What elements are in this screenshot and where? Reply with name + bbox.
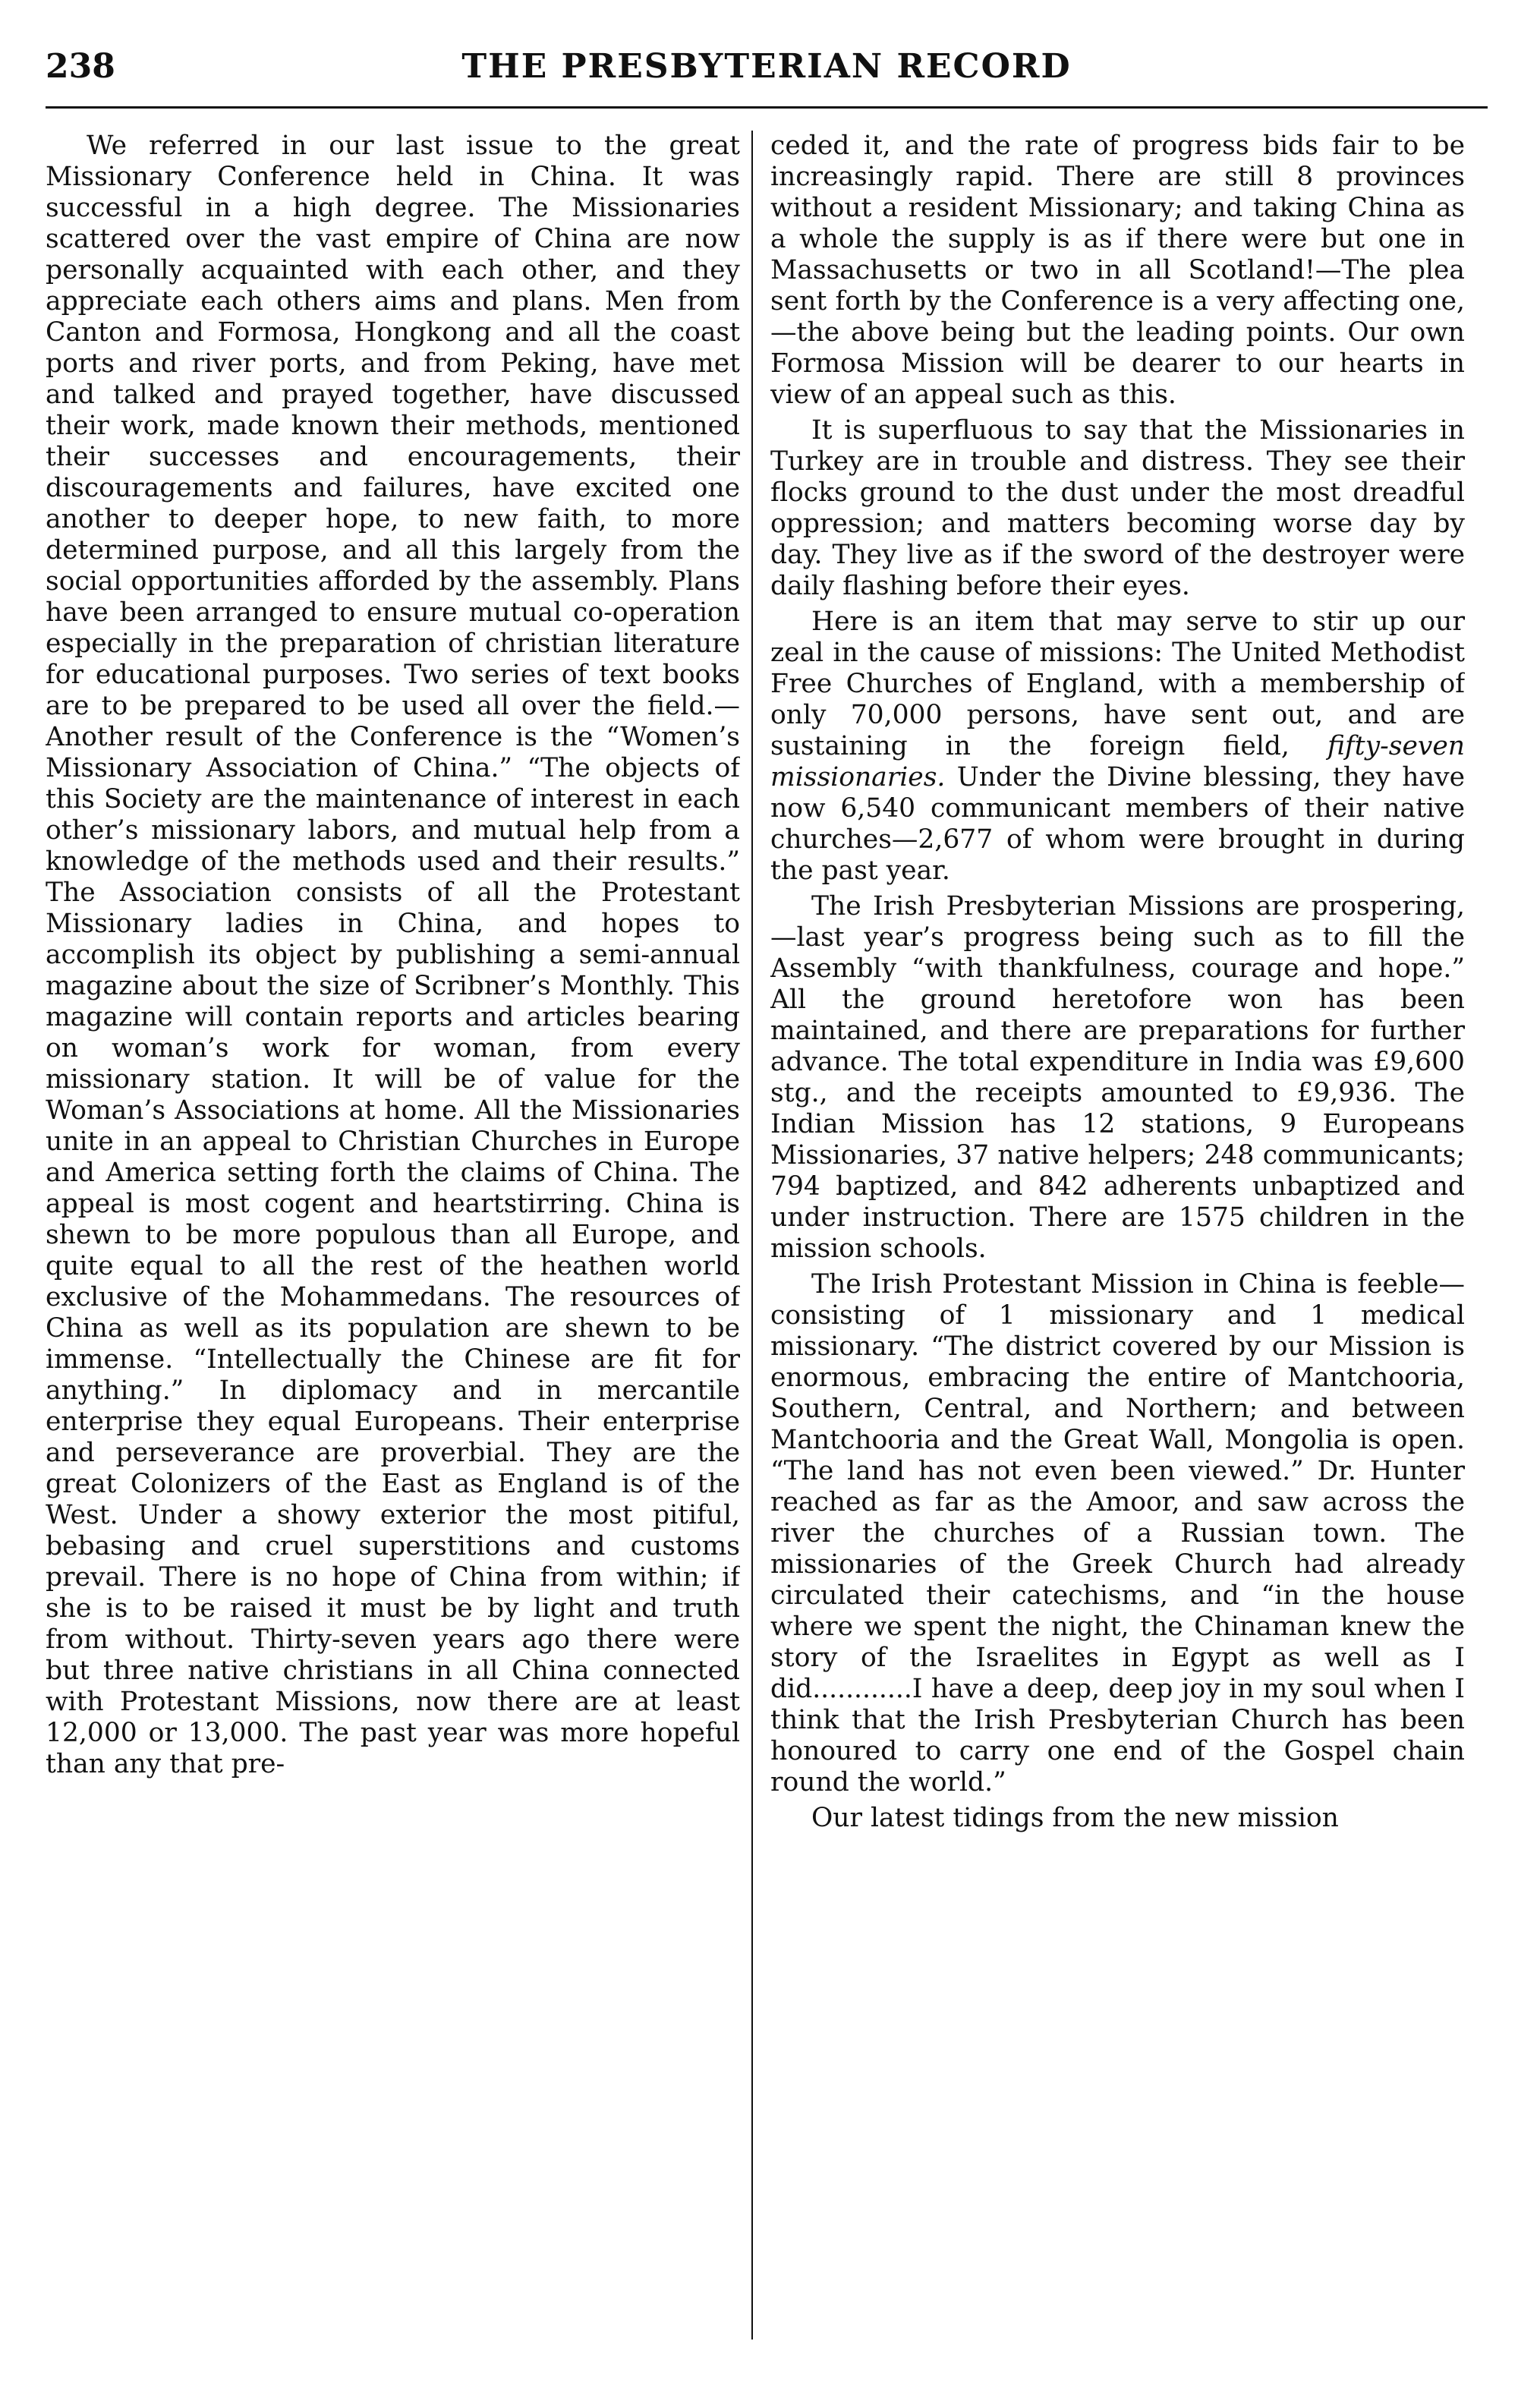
header-rule [46,106,1488,109]
page-number: 238 [46,47,115,86]
left-column [46,131,740,2355]
running-head: THE PRESBYTERIAN RECORD [461,47,1072,86]
article-paragraph: The Irish Presbyterian Missions are prospering,—last year’s progress being such as to fill the Assembly “with thankfulness, courage and hope.” All the ground heretofore won has been maintained, and there are preparations for further advance. The total expenditure in India was £9,600 stg., and the receipts amounted to £9,936. The Indian Mission has 12 stations, 9 Europeans Missionaries, 37 native helpers; 248 communicants; 794 baptized, and 842 adherents unbaptized and under instruction. There are 1575 children in the mission schools. [770,891,1465,1264]
column-divider [751,131,753,2339]
text-run: Here is an item that may serve to stir up our zeal in the cause of missions: The United Methodist Free Churches of England, with a membership of only 70,000 persons, have sent out, and are sustaining in the foreign field, [770,607,1465,761]
page-header [46,39,1488,100]
text-run: Under the Divine blessing, they have now 6,540 communicant members of their native churches—2,677 of whom were brought in during the past year. [770,762,1465,886]
italic-emphasis: fifty-seven missionaries. [770,731,1465,792]
article-paragraph: We referred in our last issue to the great Missionary Conference held in China. It was successful in a high degree. The Missionaries scattered over the vast empire of China are now personally acquainted with each other, and they appreciate each others aims and plans. Men from Canton and Formosa, Hongkong and all the coast ports and river ports, and from Peking, have met and talked and prayed together, have discussed their work, made known their methods, mentioned their successes and encouragements, their discouragements and failures, have excited one another to deeper hope, to new faith, to more determined purpose, and all this largely from the social opportunities afforded by the assembly. Plans have been arranged to ensure mutual co-operation especially in the preparation of christian literature for educational purposes. Two series of text books are to be prepared to be used all over the field.—Another result of the Conference is the “Women’s Missionary Association of China.” “The objects of this Society are the maintenance of interest in each other’s missionary labors, and mutual help from a knowledge of the methods used and their results.” The Association consists of all the Protestant Missionary ladies in China, and hopes to accomplish its object by publishing a semi-annual magazine about the size of Scribner’s Monthly. This magazine will contain reports and articles bearing on woman’s work for woman, from every missionary station. It will be of value for the Woman’s Associations at home. All the Missionaries unite in an appeal to Christian Churches in Europe and America setting forth the claims of China. The appeal is most cogent and heartstirring. China is shewn to be more populous than all Europe, and quite equal to all the rest of the heathen world exclusive of the Mohammedans. The resources of China as well as its population are shewn to be immense. “Intellectually the Chinese are fit for anything.” In diplomacy and in mercantile enterprise they equal Europeans. Their enterprise and perseverance are proverbial. They are the great Colonizers of the East as England is of the West. Under a showy exterior the most pitiful, bebasing and cruel superstitions and customs prevail. There is no hope of China from within; if she is to be raised it must be by light and truth from without. Thirty-seven years ago there were but three native christians in all China connected with Protestant Missions, now there are at least 12,000 or 13,000. The past year was more hopeful than any that pre- [46,131,740,1779]
article-paragraph: It is superfluous to say that the Missionaries in Turkey are in trouble and distress. They see their flocks ground to the dust under the most dreadful oppression; and matters becoming worse day by day. They live as if the sword of the destroyer were daily flashing before their eyes. [770,415,1465,601]
article-paragraph [770,607,1465,887]
article-paragraph: The Irish Protestant Mission in China is feeble—consisting of 1 missionary and 1 medical missionary. “The district covered by our Mission is enormous, embracing the entire of Mantchooria, Southern, Central, and Northern; and between Mantchooria and the Great Wall, Mongolia is open. “The land has not even been viewed.” Dr. Hunter reached as far as the Amoor, and saw across the river the churches of a Russian town. The missionaries of the Greek Church had already circulated their catechisms, and “in the house where we spent the night, the Chinaman knew the story of the Israelites in Egypt as well as I did............I have a deep, deep joy in my soul when I think that the Irish Presbyterian Church has been honoured to carry one end of the Gospel chain round the world.” [770,1269,1465,1798]
article-paragraph: Our latest tidings from the new mission [811,1803,1339,1833]
right-column [770,131,1465,2355]
article-paragraph: ceded it, and the rate of progress bids fair to be increasingly rapid. There are still 8 provinces without a resident Missionary; and taking China as a whole the supply is as if there were but one in Massachusetts or two in all Scotland!—The plea sent forth by the Conference is a very affecting one,—the above being but the leading points. Our own Formosa Mission will be dearer to our hearts in view of an appeal such as this. [770,131,1465,410]
